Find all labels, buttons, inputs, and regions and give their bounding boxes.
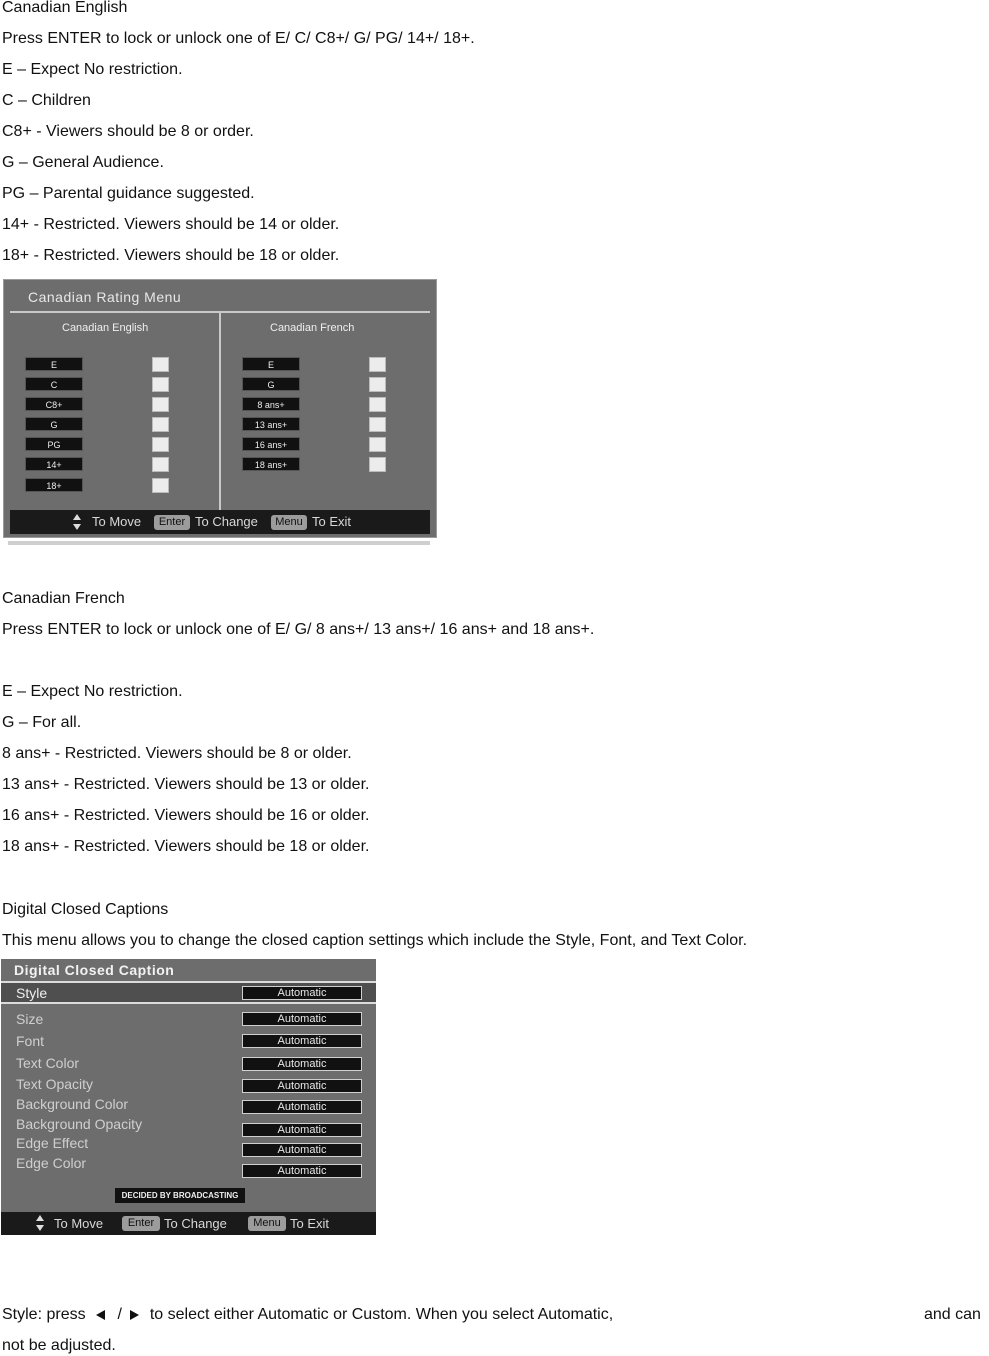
cc-label-background-opacity: Background Opacity: [16, 1116, 143, 1132]
cc-value-text-color[interactable]: Automatic: [242, 1057, 362, 1071]
style-text-line2: not be adjusted.: [2, 1337, 116, 1354]
menu-key-icon: Menu: [271, 515, 307, 530]
rating-desc-pg: PG – Parental guidance suggested.: [2, 185, 255, 202]
cc-menu-help-bar: [1, 1212, 376, 1235]
rating-menu-column-divider: [219, 313, 221, 511]
english-rating-pg[interactable]: PG: [25, 437, 83, 451]
to-change-label: To Change: [195, 514, 258, 529]
cc-label-text-opacity: Text Opacity: [16, 1076, 94, 1092]
decided-by-broadcasting-badge: DECIDED BY BROADCASTING: [115, 1188, 245, 1203]
intro-canadian-english: Press ENTER to lock or unlock one of E/ C/ C8+/ G/ PG/ 14+/ 18+.: [2, 30, 475, 47]
english-lock-checkbox-e[interactable]: [152, 357, 169, 372]
english-rating-14[interactable]: 14+: [25, 457, 83, 471]
french-desc-g: G – For all.: [2, 714, 82, 731]
french-lock-checkbox-13ans[interactable]: [369, 417, 386, 432]
left-arrow-icon: [96, 1310, 105, 1320]
english-lock-checkbox-g[interactable]: [152, 417, 169, 432]
to-move-label: To Move: [92, 514, 142, 529]
french-rating-13ans[interactable]: 13 ans+: [242, 417, 300, 431]
french-desc-13ans: 13 ans+ - Restricted. Viewers should be 13 or older.: [2, 776, 370, 793]
to-change-label: To Change: [164, 1216, 227, 1231]
cc-value-font[interactable]: Automatic: [242, 1034, 362, 1048]
rating-desc-c8: C8+ - Viewers should be 8 or order.: [2, 123, 254, 140]
canadian-rating-menu: [3, 279, 437, 538]
french-lock-checkbox-16ans[interactable]: [369, 437, 386, 452]
rating-menu-help-bar: [10, 510, 430, 534]
style-instruction-line: [2, 1305, 613, 1325]
english-rating-c[interactable]: C: [25, 377, 83, 391]
cc-selected-row-rule: [1, 1002, 376, 1004]
style-text-part2: to select either Automatic or Custom. When you select Automatic,: [149, 1306, 614, 1323]
english-lock-checkbox-pg[interactable]: [152, 437, 169, 452]
french-desc-18ans: 18 ans+ - Restricted. Viewers should be 18 or older.: [2, 838, 370, 855]
to-move-label: To Move: [54, 1216, 104, 1231]
cc-label-size: Size: [16, 1011, 44, 1027]
french-lock-checkbox-8ans[interactable]: [369, 397, 386, 412]
english-lock-checkbox-c8[interactable]: [152, 397, 169, 412]
cc-value-background-opacity[interactable]: Automatic: [242, 1123, 362, 1137]
style-text-part3: and can: [924, 1306, 981, 1323]
french-rating-16ans[interactable]: 16 ans+: [242, 437, 300, 451]
cc-label-edge-color: Edge Color: [16, 1155, 87, 1171]
style-text-part1: Style: press: [2, 1306, 86, 1323]
cc-value-edge-color[interactable]: Automatic: [242, 1164, 362, 1178]
heading-canadian-french: Canadian French: [2, 590, 125, 607]
heading-digital-closed-captions: Digital Closed Captions: [2, 901, 169, 918]
rating-desc-18: 18+ - Restricted. Viewers should be 18 or older.: [2, 247, 340, 264]
cc-value-style[interactable]: Automatic: [242, 986, 362, 1000]
cc-value-edge-effect[interactable]: Automatic: [242, 1143, 362, 1157]
digital-closed-caption-menu: [1, 959, 376, 1235]
to-exit-label: To Exit: [290, 1216, 330, 1231]
cc-value-text-opacity[interactable]: Automatic: [242, 1079, 362, 1093]
french-desc-16ans: 16 ans+ - Restricted. Viewers should be 16 or older.: [2, 807, 370, 824]
enter-key-icon: Enter: [154, 515, 190, 530]
french-lock-checkbox-e[interactable]: [369, 357, 386, 372]
cc-label-style: Style: [16, 985, 48, 1001]
english-rating-18[interactable]: 18+: [25, 478, 83, 492]
rating-desc-14: 14+ - Restricted. Viewers should be 14 or older.: [2, 216, 340, 233]
french-rating-g[interactable]: G: [242, 377, 300, 391]
rating-desc-g: G – General Audience.: [2, 154, 164, 171]
heading-canadian-english: Canadian English: [2, 0, 128, 16]
english-column-header: Canadian English: [62, 322, 149, 334]
cc-label-background-color: Background Color: [16, 1096, 129, 1112]
french-desc-8ans: 8 ans+ - Restricted. Viewers should be 8 or older.: [2, 745, 352, 762]
rating-menu-shadow: [8, 541, 430, 545]
english-rating-c8[interactable]: C8+: [25, 397, 83, 411]
english-lock-checkbox-c[interactable]: [152, 377, 169, 392]
french-column-header: Canadian French: [270, 322, 355, 334]
french-rating-e[interactable]: E: [242, 357, 300, 371]
rating-desc-e: E – Expect No restriction.: [2, 61, 183, 78]
cc-label-font: Font: [16, 1033, 45, 1049]
style-text-slash: /: [117, 1306, 122, 1323]
english-rating-e[interactable]: E: [25, 357, 83, 371]
cc-menu-title: Digital Closed Caption: [14, 962, 175, 978]
cc-label-text-color: Text Color: [16, 1055, 80, 1071]
cc-label-edge-effect: Edge Effect: [16, 1135, 89, 1151]
right-arrow-icon: [130, 1310, 139, 1320]
french-lock-checkbox-g[interactable]: [369, 377, 386, 392]
intro-digital-closed-captions: This menu allows you to change the closed caption settings which include the Style, Font, and Text Color.: [2, 932, 748, 949]
enter-key-icon: Enter: [122, 1216, 160, 1231]
cc-value-background-color[interactable]: Automatic: [242, 1100, 362, 1114]
french-rating-8ans[interactable]: 8 ans+: [242, 397, 300, 411]
french-rating-18ans[interactable]: 18 ans+: [242, 457, 300, 471]
up-down-arrows-icon: [72, 513, 82, 531]
up-down-arrows-icon: [35, 1214, 45, 1232]
rating-desc-c: C – Children: [2, 92, 91, 109]
french-desc-e: E – Expect No restriction.: [2, 683, 183, 700]
intro-canadian-french: Press ENTER to lock or unlock one of E/ G/ 8 ans+/ 13 ans+/ 16 ans+ and 18 ans+.: [2, 621, 595, 638]
menu-key-icon: Menu: [248, 1216, 286, 1231]
cc-value-size[interactable]: Automatic: [242, 1012, 362, 1026]
rating-menu-title: Canadian Rating Menu: [28, 289, 182, 305]
english-lock-checkbox-18[interactable]: [152, 478, 169, 493]
french-lock-checkbox-18ans[interactable]: [369, 457, 386, 472]
english-lock-checkbox-14[interactable]: [152, 457, 169, 472]
english-rating-g[interactable]: G: [25, 417, 83, 431]
to-exit-label: To Exit: [312, 514, 352, 529]
